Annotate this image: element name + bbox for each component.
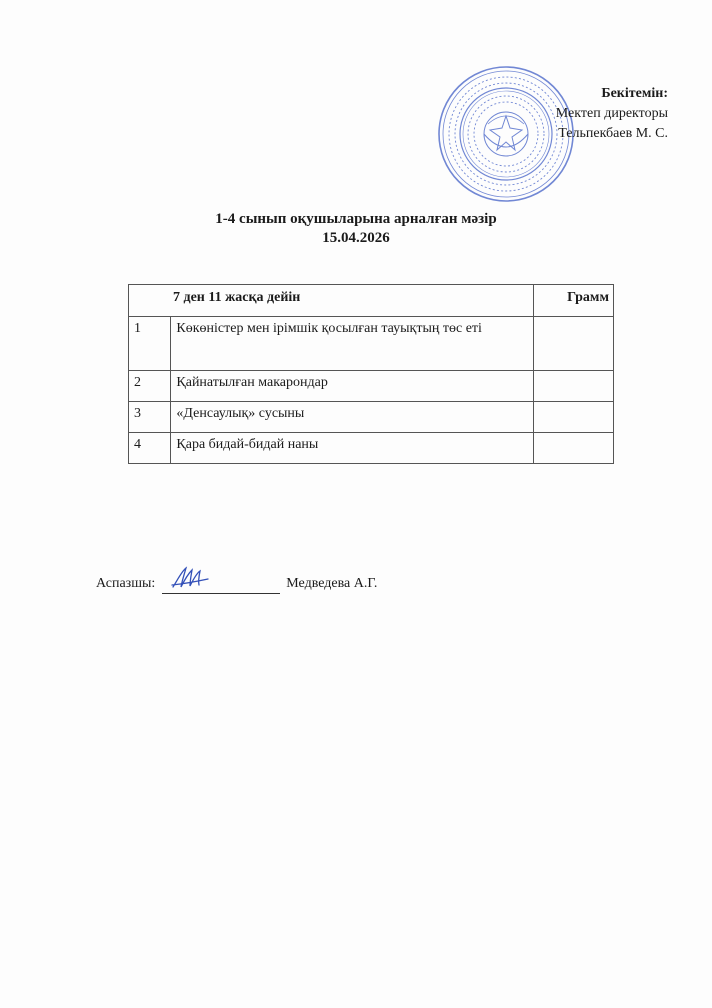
table-row xyxy=(129,317,614,371)
row-number: 4 xyxy=(129,433,171,464)
dish-name: Қара бидай-бидай наны xyxy=(171,433,533,464)
cook-name: Медведева А.Г. xyxy=(286,576,378,591)
dish-name: Көкөністер мен ірімшік қосылған тауықтың төс еті xyxy=(171,317,533,371)
table-row xyxy=(129,433,614,464)
dish-grams xyxy=(533,433,613,464)
page-title: 1-4 сынып оқушыларына арналған мәзір xyxy=(215,211,497,227)
approval-title: Бекітемін: xyxy=(601,86,668,101)
signature-field xyxy=(162,575,280,594)
handwritten-signature-icon xyxy=(170,565,210,591)
row-number: 2 xyxy=(129,371,171,402)
table-header-row xyxy=(129,285,614,317)
table-row xyxy=(129,402,614,433)
approval-name: Тельпекбаев М. С. xyxy=(558,126,668,141)
menu-heading xyxy=(0,210,712,248)
row-number: 1 xyxy=(129,317,171,371)
menu-table xyxy=(128,284,614,464)
table-row xyxy=(129,371,614,402)
dish-name: «Денсаулық» сусыны xyxy=(171,402,533,433)
menu-date: 15.04.2026 xyxy=(322,230,390,246)
gram-header: Грамм xyxy=(533,285,613,317)
approval-position: Мектеп директоры xyxy=(555,106,668,121)
dish-grams xyxy=(533,402,613,433)
cook-signature-line xyxy=(96,574,377,594)
dish-name: Қайнатылған макарондар xyxy=(171,371,533,402)
row-number: 3 xyxy=(129,402,171,433)
dish-grams xyxy=(533,317,613,371)
cook-label: Аспазшы: xyxy=(96,576,156,591)
dish-grams xyxy=(533,371,613,402)
approval-block xyxy=(556,84,668,144)
age-group-header: 7 ден 11 жасқа дейін xyxy=(129,285,534,317)
